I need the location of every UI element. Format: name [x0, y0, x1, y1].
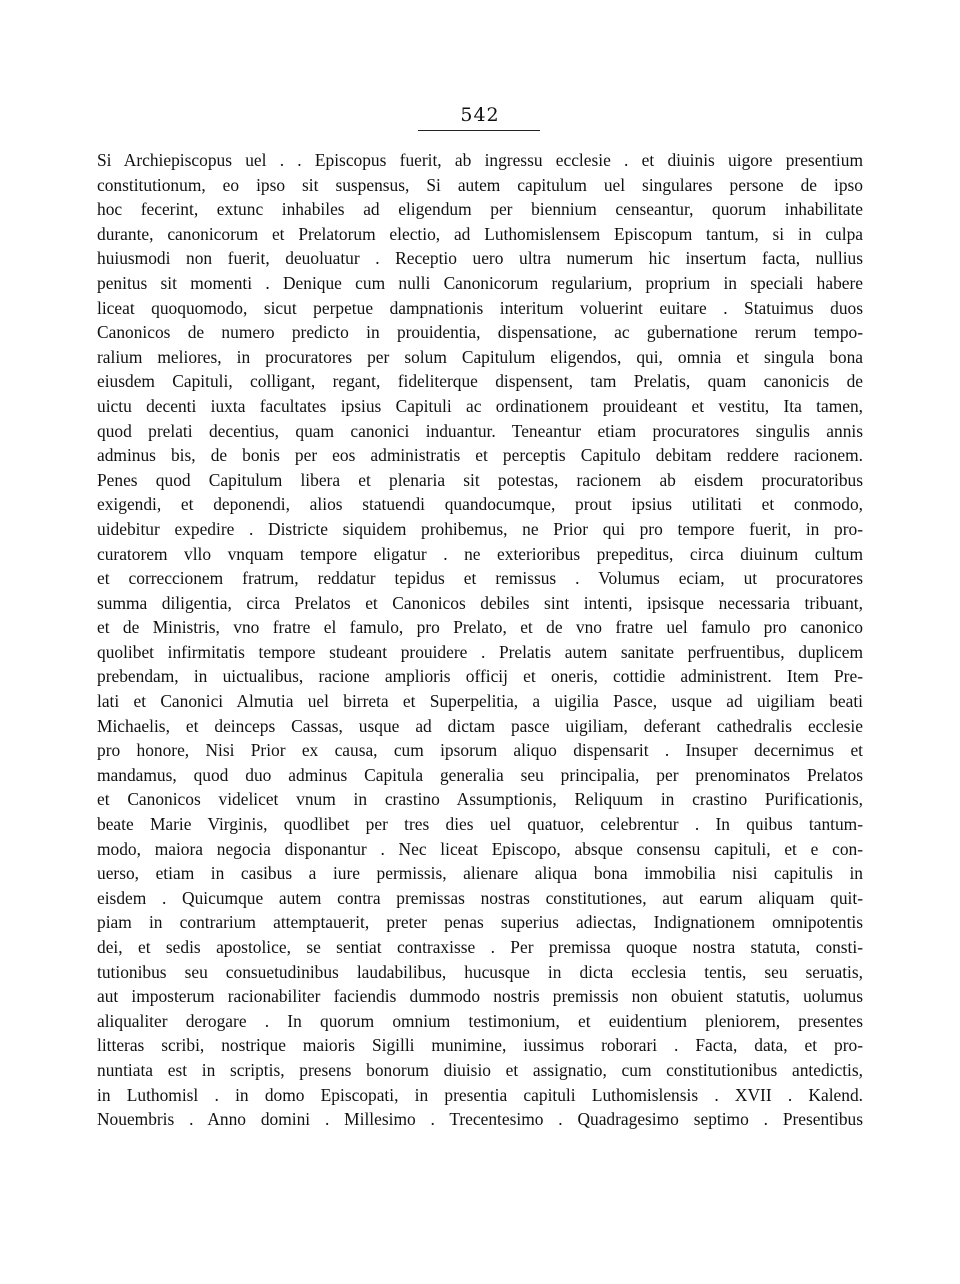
text-line: hoc fecerint, extunc inhabiles ad eligendum per biennium censeantur, quorum inhabilitate [97, 199, 863, 220]
text-line: huiusmodi non fuerit, deuoluatur . Receptio uero ultra numerum hic insertum facta, nullius [97, 248, 863, 269]
text-line: uidebitur expedire . Districte siquidem prohibemus, ne Prior qui pro tempore fuerit, in pro- [97, 518, 863, 539]
text-line: quolibet infirmitatis tempore studeant prouidere . Prelatis autem sanitate perfruentibus, duplicem [97, 641, 863, 662]
text-line: beate Marie Virginis, quodlibet per tres dies uel quatuor, celebrentur . In quibus tantum- [97, 814, 863, 835]
header-rule [418, 130, 540, 131]
text-line: eiusdem Capituli, colligant, regant, fideliterque dispensent, tam Prelatis, quam canonicis de [97, 371, 863, 392]
text-line: aut imposterum racionabiliter faciendis dummodo nostris premissis non obuient statutis, uolumus [97, 986, 863, 1007]
text-line: aliqualiter derogare . In quorum omnium testimonium, et euidentium pleniorem, presentes [97, 1010, 863, 1031]
page-number: 542 [460, 104, 500, 126]
text-line: uerso, etiam in casibus a iure permissis, alienare aliqua bona immobilia nisi capitulis in [97, 863, 863, 884]
text-line: quod prelati decentius, quam canonici induantur. Teneantur etiam procuratores singulis annis [97, 420, 863, 441]
text-line: pro honore, Nisi Prior ex causa, cum ipsorum aliquo dispensarit . Insuper decernimus et [97, 740, 863, 761]
text-line: et Canonicos videlicet vnum in crastino Assumptionis, Reliquum in crastino Purificationis, [97, 789, 863, 810]
text-line: Nouembris . Anno domini . Millesimo . Trecentesimo . Quadragesimo septimo . Presentibus [97, 1109, 863, 1130]
text-line: liceat quoquomodo, sicut perpetue dampnationis interitum voluerint euitare . Statuimus duos [97, 297, 863, 318]
text-line: exigendi, et deponendi, alios statuendi quandocumque, prout ipsius utilitati et conmodo, [97, 494, 863, 515]
text-line: eisdem . Quicumque autem contra premissas nostras constitutiones, aut earum aliquam quit- [97, 887, 863, 908]
text-line: dei, et sedis apostolice, se sentiat contraxisse . Per premissa quoque nostra statuta, consti- [97, 937, 863, 957]
text-line: et correccionem fratrum, reddatur tepidus et remissus . Volumus eciam, ut procuratores [97, 568, 863, 589]
body-text [97, 148, 863, 1132]
text-line: durante, canonicorum et Prelatorum electio, ad Luthomislensem Episcopum tantum, si in culpa [97, 223, 863, 244]
text-line: nuntiata est in scriptis, presens bonorum diuisio et assignatio, cum constitutionibus antedictis, [97, 1059, 863, 1080]
text-line: Penes quod Capitulum libera et plenaria sit potestas, racionem ab eisdem procuratoribus [97, 469, 863, 490]
text-line: Michaelis, et deinceps Cassas, usque ad dictam pasce uigiliam, deferant cathedralis ecclesie [97, 715, 863, 736]
text-line: litteras scribi, nostrique maioris Sigilli munimine, iussimus roborari . Facta, data, et pro- [97, 1035, 863, 1056]
text-line: uictu decenti iuxta facultates ipsius Capituli ac ordinationem prouideant et vestitu, Ita tamen, [97, 395, 863, 416]
text-line: adminus bis, de bonis per eos administratis et perceptis Capitulo debitam reddere racionem. [97, 445, 863, 466]
text-line: tutionibus seu consuetudinibus laudabilibus, hucusque in dicta ecclesia tentis, seu seruatis, [97, 961, 863, 982]
text-line: summa diligentia, circa Prelatos et Canonicos debiles sint intenti, ipsisque necessaria tribuant, [97, 592, 863, 613]
text-line: lati et Canonici Almutia uel birreta et Superpelitia, a uigilia Pasce, usque ad uigiliam beati [97, 691, 863, 712]
text-line: ralium meliores, in procuratores per solum Capitulum eligendos, qui, omnia et singula bona [97, 346, 863, 367]
text-line: Canonicos de numero predicto in prouidentia, dispensatione, ac gubernatione rerum tempo- [97, 322, 863, 343]
text-line: prebendam, in uictualibus, racione amplioris officij et oneris, cottidie administrent. Item Pre- [97, 666, 863, 687]
text-line: in Luthomisl . in domo Episcopati, in presentia capituli Luthomislensis . XVII . Kalend. [97, 1084, 863, 1105]
text-line: penitus sit momenti . Denique cum nulli Canonicorum regularium, proprium in speciali habere [97, 272, 863, 293]
text-line: constitutionum, eo ipso sit suspensus, Si autem capitulum uel singulares persone de ipso [97, 174, 863, 195]
text-line: mandamus, quod duo adminus Capitula generalia seu principalia, per prenominatos Prelatos [97, 764, 863, 785]
text-line: et de Ministris, vno fratre el famulo, pro Prelato, et de vno fratre uel famulo pro canonico [97, 617, 863, 638]
text-line: piam in contrarium attemptauerit, preter penas superius adiectas, Indignationem omnipotentis [97, 912, 863, 933]
text-line: Si Archiepiscopus uel . . Episcopus fuerit, ab ingressu ecclesie . et diuinis uigore presentium [97, 150, 863, 170]
text-line: modo, maiora negocia disponantur . Nec liceat Episcopo, absque consensu capituli, et e con- [97, 838, 863, 859]
text-line: curatorem vllo vnquam tempore eligatur . ne exterioribus prepeditus, circa diuinum cultum [97, 543, 863, 564]
